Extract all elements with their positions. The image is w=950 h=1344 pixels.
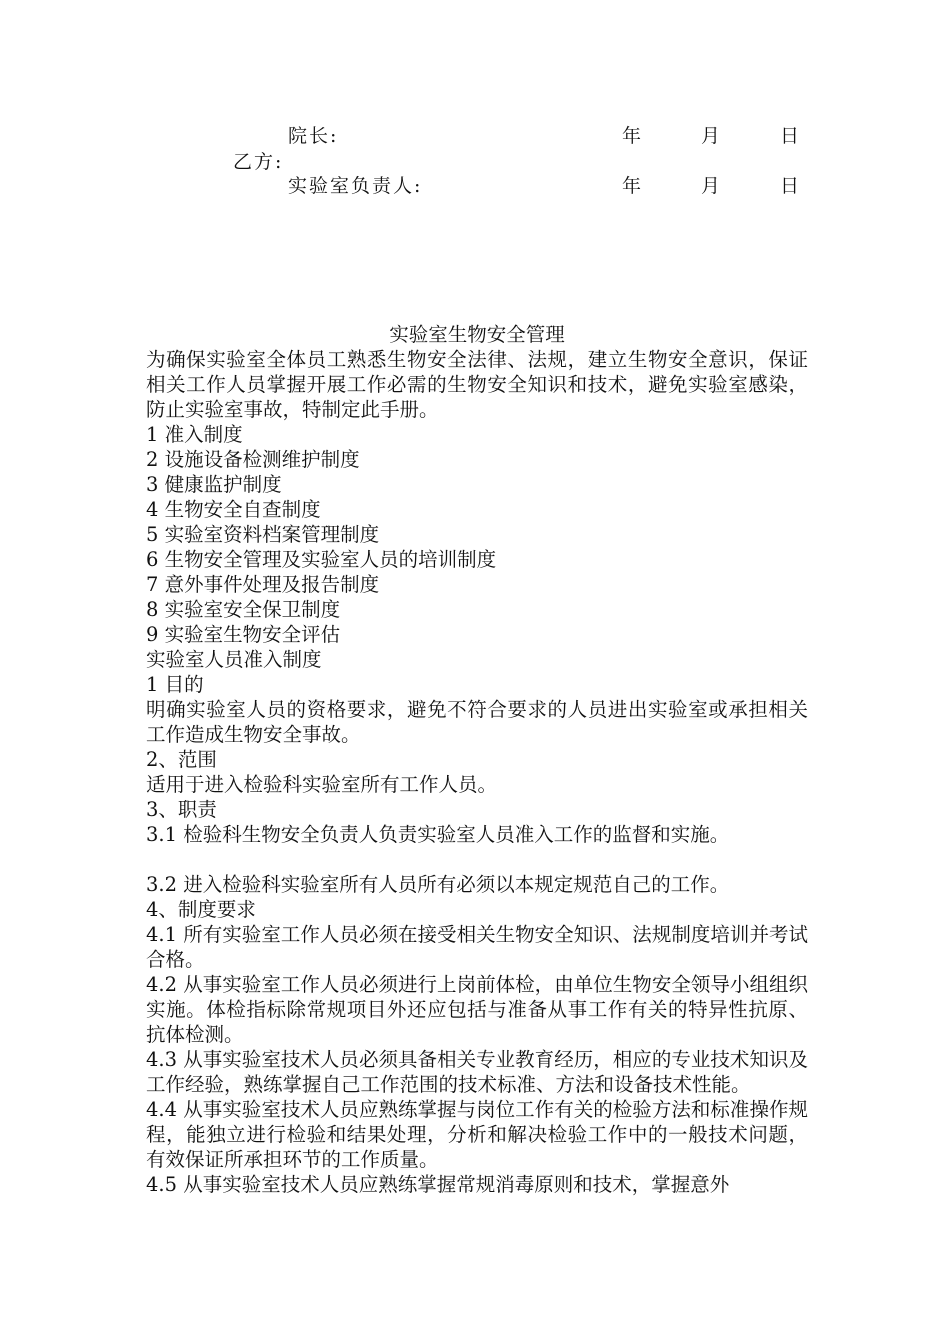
intro-paragraph: 为确保实验室全体员工熟悉生物安全法律、法规，建立生物安全意识，保证相关工作人员掌握开展工作必需的生物安全知识和技术，避免实验室感染，防止实验室事故，特制定此手册。 [146,348,808,421]
lab-head-day-label: 日 [780,175,802,197]
requirement-item: 4.4 从事实验室技术人员应熟练掌握与岗位工作有关的检验方法和标准操作规程，能独立进行检验和结果处理，分析和解决检验工作中的一般技术问题，有效保证所承担环节的工作质量。 [146,1098,808,1171]
requirement-item: 4.3 从事实验室技术人员必须具备相关专业教育经历，相应的专业技术知识及工作经验，熟练掌握自己工作范围的技术标准、方法和设备技术性能。 [146,1048,808,1096]
dean-month-label: 月 [701,125,723,147]
dean-day-label: 日 [780,125,802,147]
toc-item: 4 生物安全自查制度 [146,498,321,521]
document-title: 实验室生物安全管理 [389,323,565,346]
duty-heading: 3、职责 [146,798,217,821]
table-of-contents [146,422,808,647]
section-title: 实验室人员准入制度 [146,648,322,671]
purpose-heading: 1 目的 [146,673,204,696]
scope-heading: 2、范围 [146,748,217,771]
lab-head-month-label: 月 [701,175,723,197]
toc-item: 6 生物安全管理及实验室人员的培训制度 [146,548,497,571]
requirements-heading: 4、制度要求 [146,898,256,921]
dean-label: 院长: [288,125,339,147]
blank-line [146,847,808,872]
toc-item: 7 意外事件处理及报告制度 [146,573,380,596]
toc-item: 8 实验室安全保卫制度 [146,598,341,621]
toc-item: 2 设施设备检测维护制度 [146,448,360,471]
duty-item: 3.2 进入检验科实验室所有人员所有必须以本规定规范自己的工作。 [146,873,730,896]
toc-item: 5 实验室资料档案管理制度 [146,523,380,546]
party-b-label: 乙方: [233,151,284,173]
scope-text: 适用于进入检验科实验室所有工作人员。 [146,773,498,796]
document-body [146,322,808,1197]
purpose-text: 明确实验室人员的资格要求，避免不符合要求的人员进出实验室或承担相关工作造成生物安全事故。 [146,698,808,746]
lab-head-year-label: 年 [622,175,644,197]
requirement-item: 4.5 从事实验室技术人员应熟练掌握常规消毒原则和技术，掌握意外 [146,1173,730,1196]
toc-item: 1 准入制度 [146,423,243,446]
toc-item: 9 实验室生物安全评估 [146,623,341,646]
toc-item: 3 健康监护制度 [146,473,282,496]
duty-item: 3.1 检验科生物安全负责人负责实验室人员准入工作的监督和实施。 [146,823,730,846]
requirement-item: 4.1 所有实验室工作人员必须在接受相关生物安全知识、法规制度培训并考试合格。 [146,923,808,971]
requirement-item: 4.2 从事实验室工作人员必须进行上岗前体检，由单位生物安全领导小组组织实施。体检指标除常规项目外还应包括与准备从事工作有关的特异性抗原、抗体检测。 [146,973,808,1046]
dean-year-label: 年 [622,125,644,147]
lab-head-label: 实验室负责人: [288,175,423,197]
